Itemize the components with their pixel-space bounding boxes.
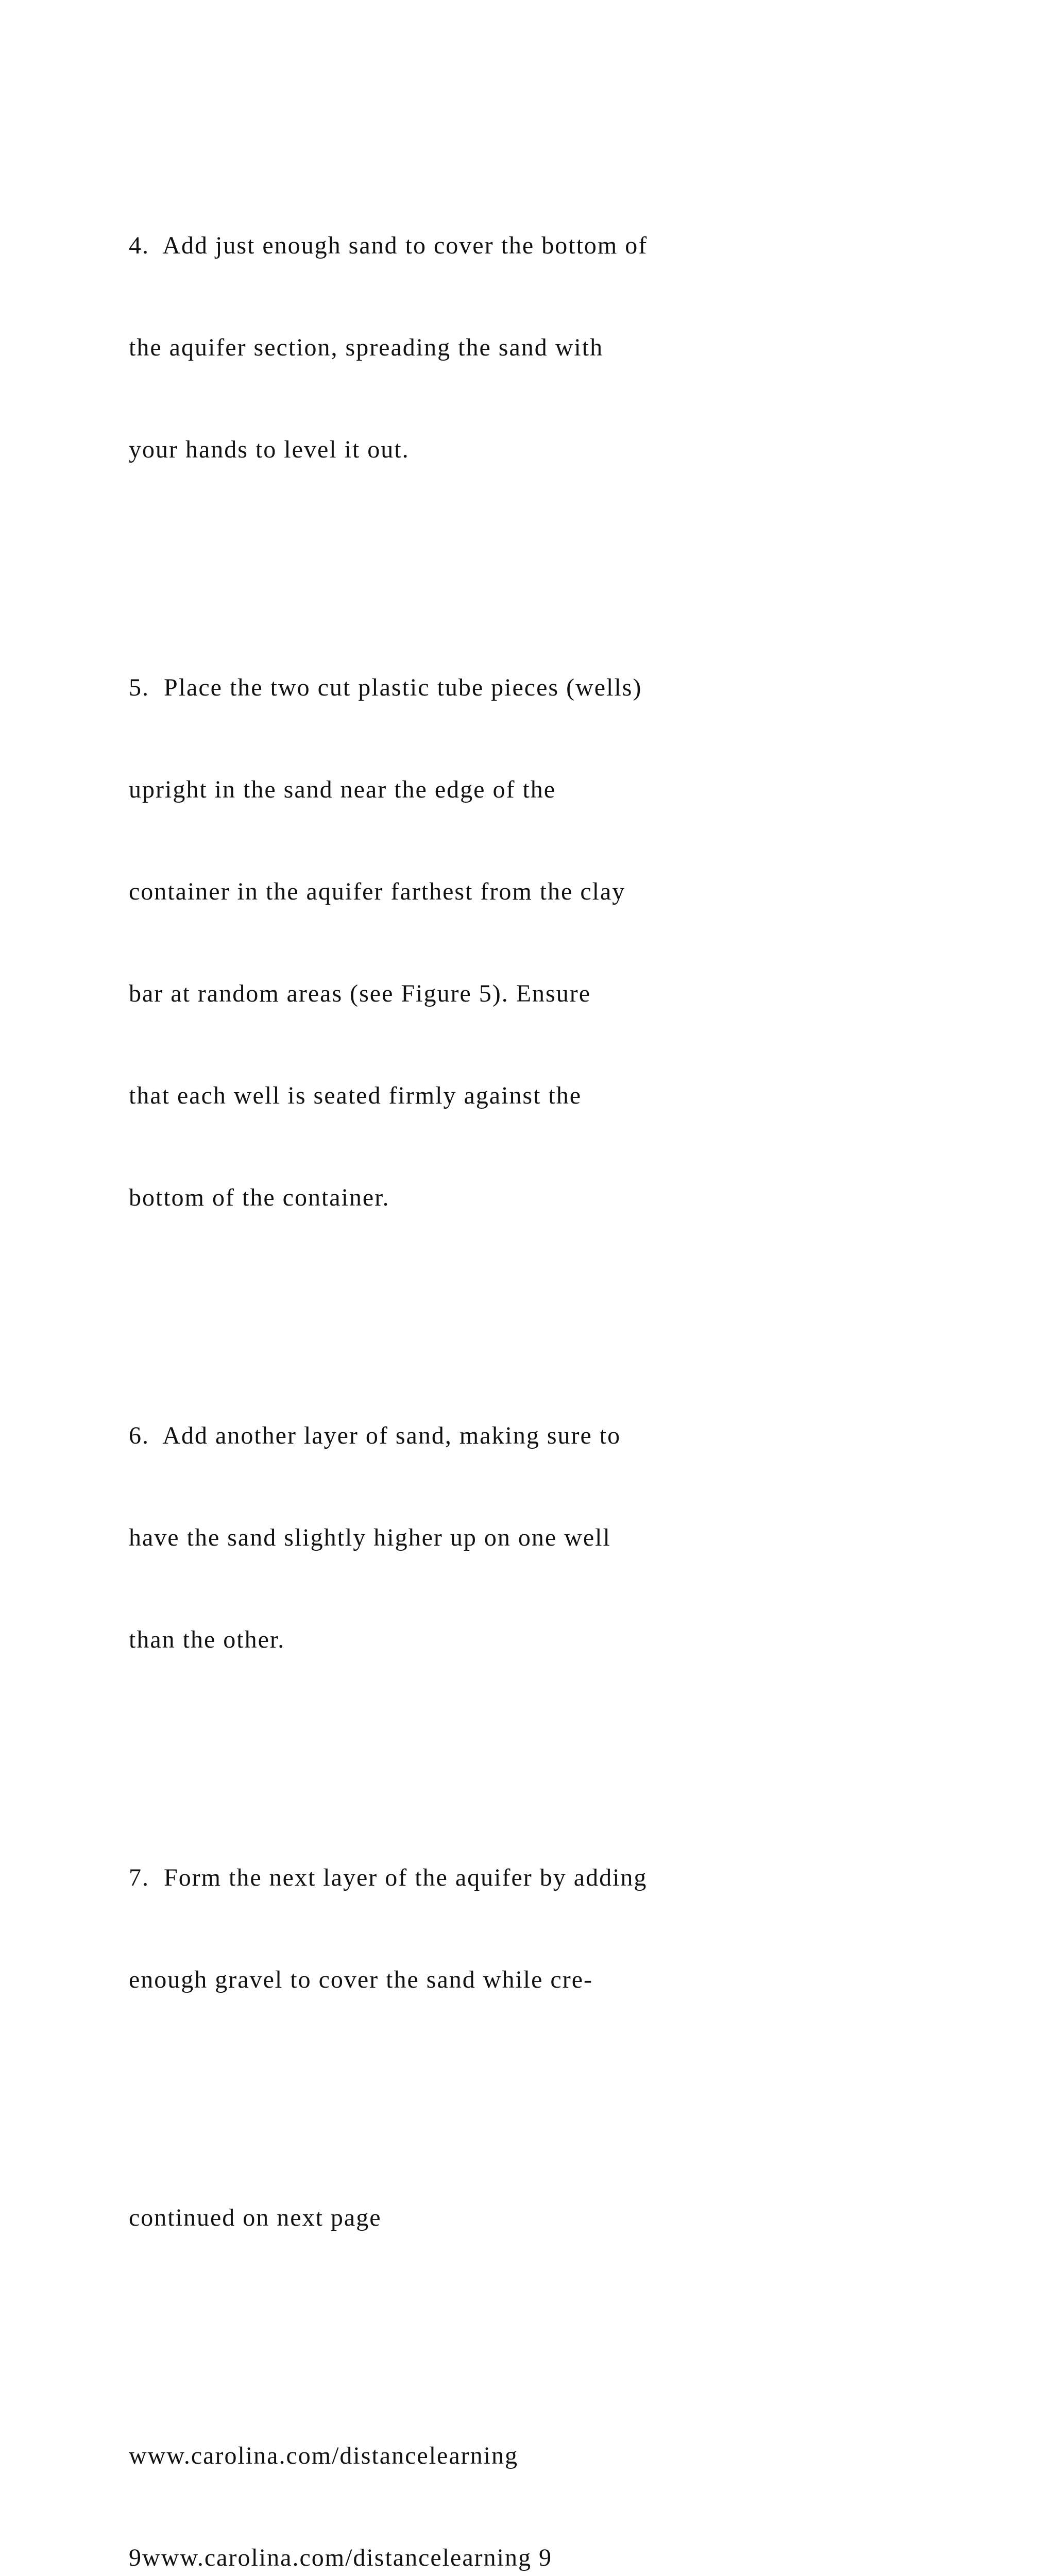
step-5-line-1: 5. Place the two cut plastic tube pieces (wells) (129, 674, 642, 701)
footer-url-line-2: 9www.carolina.com/distancelearning 9 (129, 2544, 552, 2571)
step-5-line-3: container in the aquifer farthest from the clay (129, 878, 626, 905)
step-5-line-5: that each well is seated firmly against the (129, 1082, 582, 1109)
step-4-line-2: the aquifer section, spreading the sand with (129, 334, 604, 361)
footer-url-line-1: www.carolina.com/distancelearning (129, 2442, 518, 2469)
spacer (129, 1725, 1005, 1759)
step-6-line-3: than the other. (129, 1626, 285, 1653)
step-5-line-4: bar at random areas (see Figure 5). Ensure (129, 980, 591, 1007)
step-6-line-1: 6. Add another layer of sand, making sure to (129, 1422, 621, 1449)
step-5-line-2: upright in the sand near the edge of the (129, 776, 556, 803)
step-6-line-2: have the sand slightly higher up on one well (129, 1524, 611, 1551)
step-5-line-6: bottom of the container. (129, 1184, 390, 1211)
step-7-line-1: 7. Form the next layer of the aquifer by adding (129, 1864, 648, 1891)
step-4-line-3: your hands to level it out. (129, 436, 410, 463)
spacer (129, 2065, 1005, 2099)
step-4-line-1: 4. Add just enough sand to cover the bottom of (129, 232, 648, 259)
step-7-line-2: enough gravel to cover the sand while cre- (129, 1966, 593, 1993)
spacer (129, 1283, 1005, 1317)
continued-note: continued on next page (129, 2204, 382, 2231)
document-text (129, 161, 1005, 2576)
spacer (129, 535, 1005, 569)
spacer (129, 2303, 1005, 2337)
